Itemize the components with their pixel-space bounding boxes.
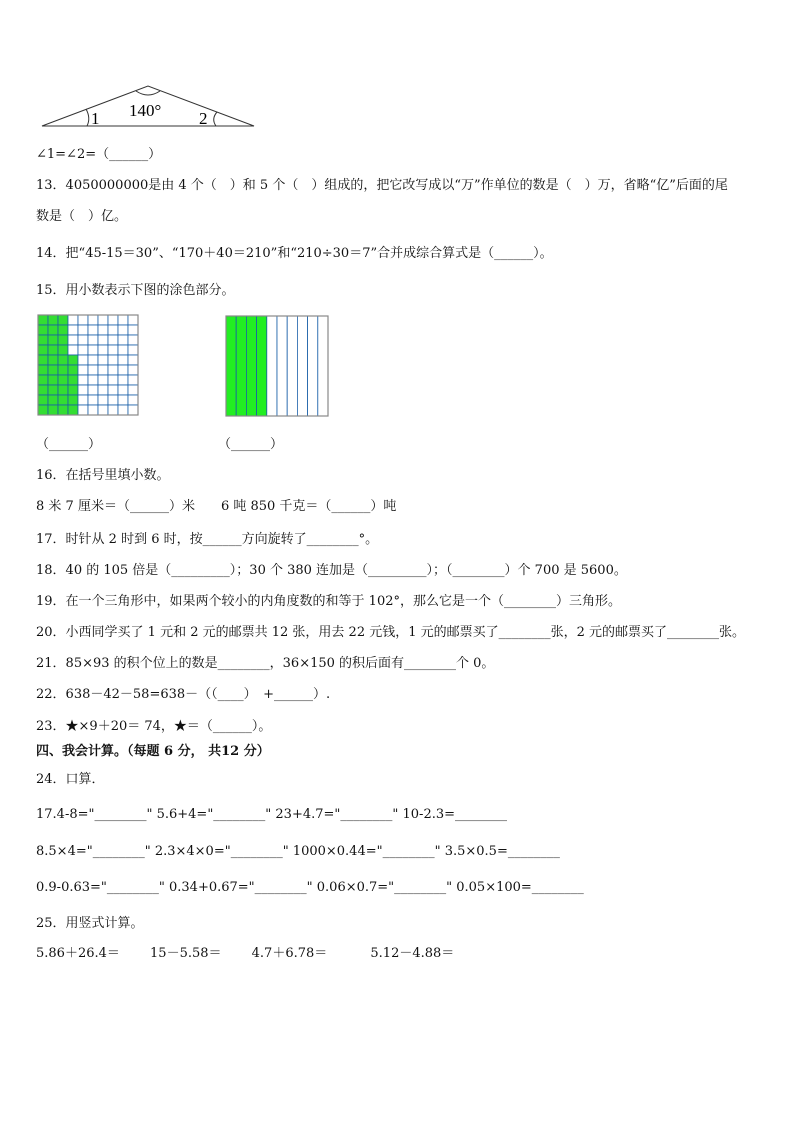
grid1-cell [108, 405, 118, 415]
grid1-cell [98, 385, 108, 395]
grid1-cell [128, 385, 138, 395]
grid1-cell [68, 385, 78, 395]
grid1-cell [58, 395, 68, 405]
grid1-cell [108, 385, 118, 395]
q25: 25．用竖式计算。 [36, 916, 144, 931]
q19: 19．在一个三角形中，如果两个较小的内角度数的和等于 102°，那么它是一个（________）三角形。 [36, 594, 621, 609]
q21: 21．85×93 的积个位上的数是________，36×150 的积后面有________个 0。 [36, 656, 495, 671]
grid1-cell [68, 335, 78, 345]
grid1-cell [78, 315, 88, 325]
grid1-cell [58, 345, 68, 355]
grid1-cell [98, 405, 108, 415]
grid1-cell [128, 325, 138, 335]
grid1-cell [108, 315, 118, 325]
grid1-cell [68, 355, 78, 365]
grid1-cell [128, 315, 138, 325]
section4: 四、我会计算。（每题 6 分， 共12 分） [36, 744, 270, 759]
grid2-strip [308, 316, 318, 416]
grid1-cell [88, 385, 98, 395]
grid1-cell [78, 405, 88, 415]
grid1-cell [88, 375, 98, 385]
grid1-cell [78, 395, 88, 405]
grid1-cell [68, 325, 78, 335]
grid2-strip [297, 316, 307, 416]
q13-line1: 13．4050000000是由 4 个（ ）和 5 个（ ）组成的，把它改写成以“万”作单位的数是（ ）万，省略“亿”后面的尾 [36, 178, 728, 193]
triangle-figure [36, 82, 266, 132]
angle2-label: 2 [199, 109, 208, 128]
top-angle-label: 140° [129, 101, 162, 120]
grid1-cell [58, 375, 68, 385]
grid1-cell [38, 365, 48, 375]
grid2-strip [236, 316, 246, 416]
grid1-cell [128, 395, 138, 405]
grid1-cell [118, 375, 128, 385]
grid1-cell [108, 335, 118, 345]
grid1-cell [108, 375, 118, 385]
grid1-cell [98, 315, 108, 325]
grid1-cell [68, 405, 78, 415]
grid1-cell [38, 315, 48, 325]
grid1-cell [88, 395, 98, 405]
grid2-strip [287, 316, 297, 416]
grid1-cell [78, 375, 88, 385]
q14: 14．把“45-15＝30”、“170＋40＝210”和“210÷30＝7”合并成综合算式是（______）。 [36, 246, 553, 261]
grid1-cell [68, 395, 78, 405]
q18: 18．40 的 105 倍是（_________）；30 个 380 连加是（_________）；（________）个 700 是 5600。 [36, 563, 627, 578]
grid1-cell [38, 355, 48, 365]
grid1-cell [78, 365, 88, 375]
q17: 17．时针从 2 时到 6 时，按______方向旋转了________°。 [36, 532, 379, 547]
grid1-cell [118, 315, 128, 325]
grid1-cell [58, 355, 68, 365]
grid1-cell [118, 395, 128, 405]
grid1-cell [78, 385, 88, 395]
grid1-cell [68, 375, 78, 385]
grid1-cell [58, 335, 68, 345]
figure1-answer-blank[interactable]: （______） [36, 437, 102, 452]
grid1-cell [98, 395, 108, 405]
grid1-cell [118, 405, 128, 415]
grid1-cell [78, 355, 88, 365]
grid1-cell [98, 325, 108, 335]
grid2-strip [257, 316, 267, 416]
grid2-strip [226, 316, 236, 416]
grid1-cell [98, 335, 108, 345]
grid1-cell [108, 365, 118, 375]
grid1-cell [128, 365, 138, 375]
grid1-cell [88, 365, 98, 375]
grid1-cell [88, 325, 98, 335]
q16: 16．在括号里填小数。 [36, 468, 170, 483]
grid1-cell [108, 395, 118, 405]
grid1-cell [118, 355, 128, 365]
grid1-cell [58, 325, 68, 335]
q20: 20．小西同学买了 1 元和 2 元的邮票共 12 张，用去 22 元钱，1 元的邮票买了________张，2 元的邮票买了________张。 [36, 625, 746, 640]
q22: 22．638－42－58=638－（（____） +______）. [36, 687, 331, 702]
grid1-cell [108, 355, 118, 365]
grid1-cell [98, 365, 108, 375]
grid1-cell [38, 325, 48, 335]
grid1-cell [48, 355, 58, 365]
grid1-cell [68, 365, 78, 375]
grid1-cell [58, 385, 68, 395]
q23: 23．★×9＋20＝ 74，★＝（______）。 [36, 719, 272, 734]
tenths-strip-figure [224, 314, 330, 418]
grid1-cell [68, 345, 78, 355]
grid1-cell [118, 335, 128, 345]
grid1-cell [38, 385, 48, 395]
q13-line2: 数是（ ）亿。 [36, 209, 128, 224]
grid1-cell [38, 375, 48, 385]
q24-row3: 0.9-0.63="________" 0.34+0.67="________" 0.06×0.7="________" 0.05×100=________ [36, 880, 584, 895]
grid1-cell [38, 405, 48, 415]
figure2-answer-blank[interactable]: （______） [218, 437, 284, 452]
grid2-strip [267, 316, 277, 416]
grid1-cell [88, 315, 98, 325]
grid2-strip [277, 316, 287, 416]
grid1-cell [78, 325, 88, 335]
grid1-cell [48, 315, 58, 325]
grid1-cell [108, 325, 118, 335]
grid1-cell [128, 335, 138, 345]
grid1-cell [48, 365, 58, 375]
grid1-cell [48, 395, 58, 405]
grid1-cell [48, 385, 58, 395]
grid1-cell [128, 345, 138, 355]
q15: 15．用小数表示下图的涂色部分。 [36, 283, 235, 298]
grid1-cell [48, 345, 58, 355]
q24-row1: 17.4-8="________" 5.6+4="________" 23+4.7="________" 10-2.3=________ [36, 807, 508, 822]
grid1-cell [98, 355, 108, 365]
grid2-strip [318, 316, 328, 416]
grid1-cell [48, 405, 58, 415]
grid1-cell [38, 335, 48, 345]
grid1-cell [128, 405, 138, 415]
grid1-cell [98, 375, 108, 385]
grid1-cell [128, 355, 138, 365]
grid1-cell [78, 345, 88, 355]
q12-answer: ∠1=∠2=（______） [36, 147, 162, 162]
grid1-cell [118, 325, 128, 335]
q25-items: 5.86＋26.4＝ 15－5.58＝ 4.7＋6.78＝ 5.12－4.88＝ [36, 946, 455, 961]
grid1-cell [58, 315, 68, 325]
grid1-cell [48, 375, 58, 385]
grid1-cell [88, 405, 98, 415]
grid1-cell [48, 325, 58, 335]
grid1-cell [118, 345, 128, 355]
grid1-cell [38, 395, 48, 405]
q24: 24．口算． [36, 772, 105, 787]
grid2-strip [246, 316, 256, 416]
grid1-cell [58, 365, 68, 375]
q24-row2: 8.5×4="________" 2.3×4×0="________" 1000×0.44="________" 3.5×0.5=________ [36, 844, 560, 859]
angle1-label: 1 [91, 109, 100, 128]
grid1-cell [88, 355, 98, 365]
grid1-cell [118, 365, 128, 375]
grid1-cell [128, 375, 138, 385]
grid1-cell [108, 345, 118, 355]
grid1-cell [118, 385, 128, 395]
grid1-cell [78, 335, 88, 345]
grid1-cell [88, 335, 98, 345]
grid1-cell [48, 335, 58, 345]
grid1-cell [68, 315, 78, 325]
grid1-cell [88, 345, 98, 355]
grid1-cell [98, 345, 108, 355]
grid1-cell [38, 345, 48, 355]
hundred-grid-figure [37, 314, 139, 416]
grid1-cell [58, 405, 68, 415]
q16-items: 8 米 7 厘米＝（______）米 6 吨 850 千克＝（______）吨 [36, 499, 397, 514]
